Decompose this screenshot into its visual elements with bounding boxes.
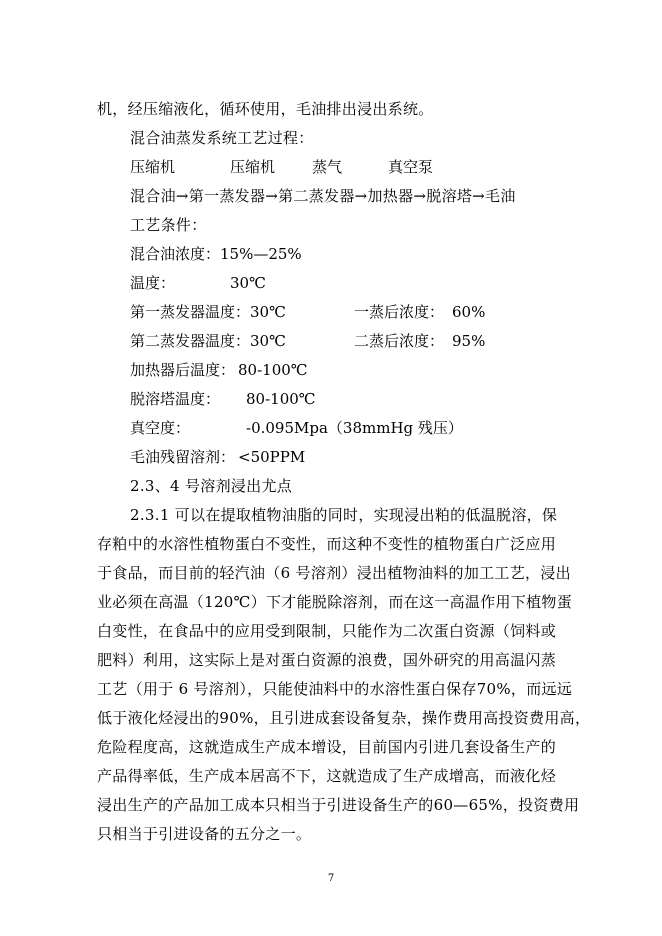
- condition-value: 30℃: [250, 303, 286, 321]
- condition-label: 加热器后温度：: [130, 361, 236, 379]
- condition-label: 真空度：: [130, 419, 191, 437]
- condition-label: 脱溶塔温度：: [130, 390, 221, 408]
- equipment-label-compressor-2: 压缩机: [230, 158, 276, 176]
- paragraph-line: 只相当于引进设备的五分之一。: [97, 825, 312, 843]
- condition-value: -0.095Mpa（38mmHg 残压）: [246, 419, 463, 437]
- condition-label: 一蒸后浓度：: [354, 303, 445, 321]
- paragraph-line: 肥料）利用，这实际上是对蛋白资源的浪费，国外研究的用高温闪蒸: [97, 651, 557, 669]
- condition-value: 80-100℃: [246, 390, 316, 408]
- paragraph-line: 存粕中的水溶性植物蛋白不变性，而这种不变性的植物蛋白广泛应用: [97, 535, 557, 553]
- condition-value: 80-100℃: [238, 361, 308, 379]
- condition-label: 毛油残留溶剂：: [130, 448, 236, 466]
- condition-label: 温度：: [130, 274, 176, 292]
- equipment-label-vacuum-pump: 真空泵: [388, 158, 434, 176]
- intro-line: 机，经压缩液化，循环使用，毛油排出浸出系统。: [97, 100, 434, 118]
- conditions-heading: 工艺条件：: [130, 216, 207, 234]
- paragraph-line: 工艺（用于 6 号溶剂），只能使油料中的水溶性蛋白保存70%，而远远: [97, 680, 573, 698]
- condition-value: <50PPM: [238, 448, 306, 466]
- paragraph-line: 危险程度高，这就造成生产成本增设，目前国内引进几套设备生产的: [97, 738, 557, 756]
- condition-value: 95%: [452, 332, 486, 350]
- paragraph-line: 低于液化烃浸出的90%，且引进成套设备复杂，操作费用高投资费用高，: [97, 709, 591, 727]
- paragraph-line: 白变性，在食品中的应用受到限制，只能作为二次蛋白资源（饲料或: [97, 622, 557, 640]
- condition-value: 30℃: [250, 332, 286, 350]
- paragraph-line: 浸出生产的产品加工成本只相当于引进设备生产的60—65%，投资费用: [97, 796, 580, 814]
- paragraph-line: 业必须在高温（120℃）下才能脱除溶剂，而在这一高温作用下植物蛋: [97, 593, 573, 611]
- condition-value: 15%—25%: [220, 245, 302, 263]
- condition-value: 60%: [452, 303, 486, 321]
- mixed-oil-heading: 混合油蒸发系统工艺过程：: [130, 129, 314, 147]
- paragraph-line: 产品得率低，生产成本居高不下，这就造成了生产成增高，而液化烃: [97, 767, 557, 785]
- condition-label: 二蒸后浓度：: [354, 332, 445, 350]
- process-flow: 混合油→第一蒸发器→第二蒸发器→加热器→脱溶塔→毛油: [130, 187, 516, 205]
- condition-label: 混合油浓度：: [130, 245, 221, 263]
- condition-value: 30℃: [230, 274, 266, 292]
- condition-label: 第一蒸发器温度：: [130, 303, 251, 321]
- condition-label: 第二蒸发器温度：: [130, 332, 251, 350]
- paragraph-line: 于食品，而目前的轻汽油（6 号溶剂）浸出植物油料的加工工艺，浸出: [97, 564, 571, 582]
- section-heading: 2.3、4 号溶剂浸出尤点: [130, 477, 293, 495]
- equipment-label-steam: 蒸气: [312, 158, 343, 176]
- paragraph-line: 2.3.1 可以在提取植物油脂的同时，实现浸出粕的低温脱溶，保: [130, 506, 558, 524]
- page-number: 7: [327, 873, 335, 884]
- equipment-label-compressor-1: 压缩机: [130, 158, 176, 176]
